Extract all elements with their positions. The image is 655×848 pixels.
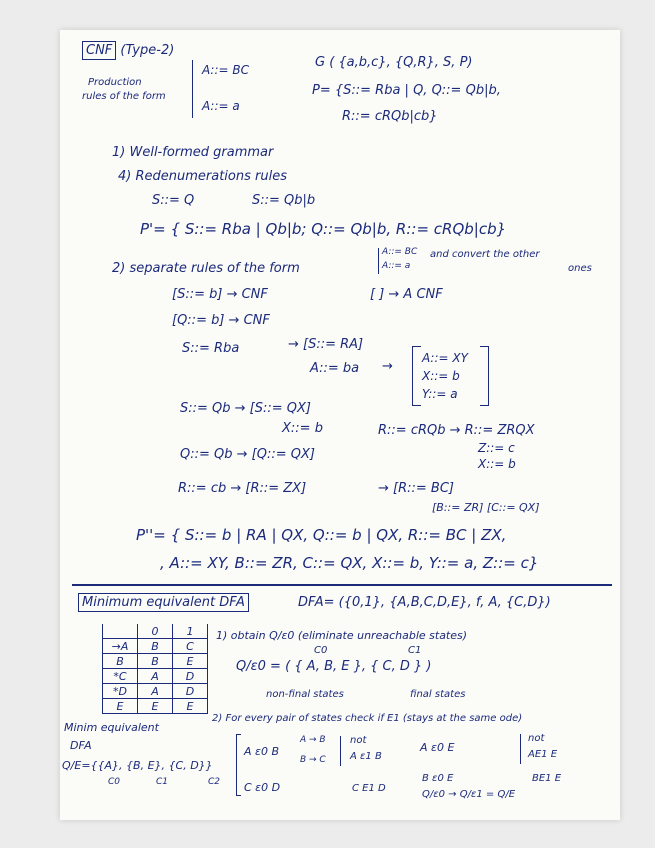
table-cell: E <box>173 699 208 714</box>
arrow-to-box: → <box>382 359 393 374</box>
a-e0-b: A ε0 B <box>244 745 280 758</box>
step-well-formed: 1) Well-formed grammar <box>112 145 274 160</box>
table-cell: *C <box>103 669 138 684</box>
grammar-definition: G ( {a,b,c}, {Q,R}, S, P) <box>315 55 473 70</box>
p-prime: P'= { S::= Rba | Qb|b; Q::= Qb|b, R::= cRQb|cb} <box>140 220 507 238</box>
min-c0: C0 <box>108 777 121 787</box>
final-quotient: Q/ε0 → Q/ε1 = Q/E <box>422 789 516 800</box>
partition: Q/ε0 = ( { A, B, E }, { C, D } ) <box>236 659 432 674</box>
aeb-brace <box>340 736 341 766</box>
min-partition: Q/E={{A}, {B, E}, {C, D}} <box>62 759 213 772</box>
separate-rule-2: A::= a <box>382 261 411 271</box>
p-double-1: P''= { S::= b | RA | QX, Q::= b | QX, R::= BC | ZX, <box>136 526 507 544</box>
table-cell: B <box>103 654 138 669</box>
redenum-rule-a: S::= Q <box>152 193 195 208</box>
table-row <box>103 639 208 654</box>
table-header-cell <box>103 624 138 639</box>
a-e0-e: A ε0 E <box>420 741 455 754</box>
b-to-c: B → C <box>300 755 326 765</box>
table-header-cell: 0 <box>138 624 173 639</box>
step-redenumeration: 4) Redenumerations rules <box>118 169 287 184</box>
cnf-s-b: [S::= b] → CNF <box>172 287 268 302</box>
redenum-rule-b: S::= Qb|b <box>252 193 316 208</box>
notebook-page <box>60 30 620 820</box>
table-cell: D <box>173 669 208 684</box>
a-to-b: A → B <box>300 735 326 745</box>
min-c2: C2 <box>208 777 221 787</box>
c-e1-d: C E1 D <box>352 783 386 794</box>
a-ba: A::= ba <box>310 361 360 376</box>
z-c: Z::= c <box>478 441 515 455</box>
table-cell: E <box>138 699 173 714</box>
nonfinal-label: non-final states <box>266 689 344 700</box>
cnf-title-box <box>82 44 174 57</box>
r-cb: R::= cb → [R::= ZX] <box>178 481 307 496</box>
rule-a: A::= a <box>202 99 240 113</box>
table-cell: *D <box>103 684 138 699</box>
pairs-bracket <box>236 734 241 796</box>
table-row <box>103 654 208 669</box>
p-double-2: , A::= XY, B::= ZR, C::= QX, X::= b, Y::= a, Z::= c} <box>160 554 539 572</box>
step-separate: 2) separate rules of the form <box>112 261 300 276</box>
b-zr-c-qx: [B::= ZR] [C::= QX] <box>432 501 540 514</box>
transition-table <box>102 624 208 714</box>
production-brace <box>192 60 193 118</box>
table-cell: B <box>138 639 173 654</box>
table-row <box>103 684 208 699</box>
min-dfa: DFA <box>70 739 92 752</box>
r-bc: → [R::= BC] <box>378 481 454 496</box>
cnf-type: (Type-2) <box>120 43 175 58</box>
table-cell: A <box>138 684 173 699</box>
table-row <box>103 669 208 684</box>
table-cell: A <box>138 669 173 684</box>
pair-check-step: 2) For every pair of states check if E1 (stays at the same ode) <box>212 713 523 724</box>
obtain-line: 1) obtain Q/ε0 (eliminate unreachable states) <box>216 629 468 642</box>
r-crqb: R::= cRQb → R::= ZRQX <box>378 423 535 438</box>
dfa-definition: DFA= ({0,1}, {A,B,C,D,E}, f, A, {C,D}) <box>298 595 551 610</box>
separate-rule-1: A::= BC <box>382 247 418 257</box>
table-cell: E <box>103 699 138 714</box>
table-cell: E <box>173 654 208 669</box>
productions-line-2: R::= cRQb|cb} <box>342 109 438 124</box>
x-b: X::= b <box>422 369 460 383</box>
b-e1-e: BE1 E <box>532 773 562 784</box>
box-right-bracket <box>480 346 489 406</box>
a-xy: A::= XY <box>422 351 468 365</box>
cnf-empty: [ ] → A CNF <box>370 287 443 302</box>
cnf-title: CNF <box>82 41 116 60</box>
dfa-title-wrap <box>78 596 249 609</box>
production-label-2: rules of the form <box>82 91 166 102</box>
c1-label: C1 <box>408 645 422 656</box>
separate-brace <box>378 248 379 274</box>
productions-line-1: P= {S::= Rba | Q, Q::= Qb|b, <box>312 83 501 98</box>
b-e0-e: B ε0 E <box>422 773 454 784</box>
dfa-title: Minimum equivalent DFA <box>78 593 249 612</box>
s-qb: S::= Qb → [S::= QX] <box>180 401 311 416</box>
a-e1-b: A ε1 B <box>350 751 382 762</box>
a-e1-e: AE1 E <box>528 749 558 760</box>
table-cell: D <box>173 684 208 699</box>
table-cell: C <box>173 639 208 654</box>
s-ra: → [S::= RA] <box>288 337 364 352</box>
separate-tail-1: and convert the other <box>430 249 540 260</box>
not-2: not <box>528 733 545 744</box>
final-label: final states <box>410 689 466 700</box>
not-1: not <box>350 735 367 746</box>
table-cell: B <box>138 654 173 669</box>
box-left-bracket <box>412 346 421 406</box>
production-label-1: Production <box>88 77 142 88</box>
c-e0-d: C ε0 D <box>244 781 281 794</box>
y-a: Y::= a <box>422 387 458 401</box>
table-header-cell: 1 <box>173 624 208 639</box>
table-row <box>103 699 208 714</box>
s-rba: S::= Rba <box>182 341 240 356</box>
aee-brace <box>520 734 521 764</box>
rule-bc: A::= BC <box>202 63 249 77</box>
cnf-q-b: [Q::= b] → CNF <box>172 313 270 328</box>
c0-label: C0 <box>314 645 328 656</box>
q-qb: Q::= Qb → [Q::= QX] <box>180 447 315 462</box>
separate-tail-2: ones <box>568 263 592 274</box>
min-c1: C1 <box>156 777 169 787</box>
table-header-row <box>103 624 208 639</box>
x-b-3: X::= b <box>478 457 516 471</box>
x-b-2: X::= b <box>282 421 323 436</box>
section-divider <box>72 584 612 586</box>
min-title: Minim equivalent <box>64 721 159 734</box>
table-cell: →A <box>103 639 138 654</box>
